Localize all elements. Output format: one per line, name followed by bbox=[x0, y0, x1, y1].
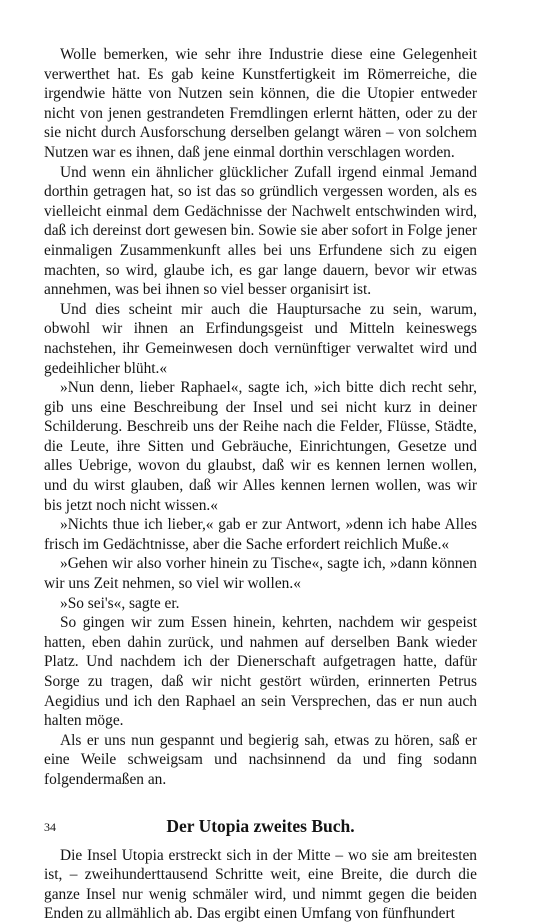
paragraph-6: »Gehen wir also vorher hinein zu Tische«, sagte ich, »dann können wir uns Zeit nehmen, so viel wir wollen.« bbox=[44, 555, 477, 593]
paragraph-8: So gingen wir zum Essen hinein, kehrten, nachdem wir gespeist hatten, eben dahin zurück, und nahmen auf derselben Bank wieder Platz. Und nachdem ich der Dienerschaft aufgetragen hatte, dafür Sorge zu tragen, daß wir nicht gestört würden, erinnerten Petrus Aegidius und ich den Raphael an sein Versprechen, das er nun auch halten möge. bbox=[44, 614, 477, 730]
paragraph-1: Wolle bemerken, wie sehr ihre Industrie diese eine Gelegenheit verwerthet hat. Es gab keine Kunstfertigkeit im Römerreiche, die irgendwie hätte von Nutzen sein können, die die Utopier entweder nicht von jenen gestrandeten Fremdlingen erlernt hätten, oder zu der sie nicht durch Ausforschung derselben gelangt wären – von solchem Nutzen war es ihnen, daß jene einmal dorthin verschlagen worden. bbox=[44, 46, 477, 161]
paragraph-5: »Nichts thue ich lieber,« gab er zur Antwort, »denn ich habe Alles frisch im Gedächtnisse, aber die Sache erfordert reichlich Muße.« bbox=[44, 516, 477, 553]
paragraph-7: »So sei's«, sagte er. bbox=[60, 594, 180, 612]
paragraph-2: Und wenn ein ähnlicher glücklicher Zufall irgend einmal Jemand dorthin getragen hat, so ist das so gründlich vergessen worden, als es vielleicht einmal dem Gedächnisse der Nachwelt entschwinden wird, daß ich dereinst dort gewesen bin. Sowie sie aber sofort in Folge jener einmaligen Zusammenkunft alles bei uns Erfundene sich zu eigen machten, so wird, glaube ich, es gar lange dauern, bevor wir etwas annehmen, was bei ihnen so viel besser organisirt ist. bbox=[44, 163, 477, 299]
paragraph-9: Als er uns nun gespannt und begierig sah, etwas zu hören, saß er eine Weile schweigsam und nachsinnend da und fing sodann folgendermaßen an. bbox=[44, 731, 477, 788]
section-heading: Der Utopia zweites Buch. bbox=[166, 815, 355, 836]
page-content bbox=[44, 45, 477, 924]
paragraph-10: Die Insel Utopia erstreckt sich in der Mitte – wo sie am breitesten ist, – zweihunderttausend Schritte weit, eine Breite, die durch die ganze Insel nur wenig schmäler wird, und nimmt gegen die beiden Enden zu allmählich ab. Das ergibt einen Umfang von fünfhundert bbox=[44, 846, 477, 923]
page-number: 34 bbox=[44, 820, 56, 834]
paragraph-4: »Nun denn, lieber Raphael«, sagte ich, »ich bitte dich recht sehr, gib uns eine Beschreibung der Insel und sei nicht kurz in deiner Schilderung. Beschreib uns der Reihe nach die Felder, Flüsse, Städte, die Leute, ihre Sitten und Gebräuche, Einrichtungen, Gesetze und alles Uebrige, wovon du glaubst, daß wir es kennen lernen wollen, und du wirst glauben, daß wir Alles kennen lernen wollen, was wir bis jetzt noch nicht wissen.« bbox=[44, 379, 477, 514]
paragraph-3: Und dies scheint mir auch die Hauptursache zu sein, warum, obwohl wir ihnen an Erfindungsgeist und Mitteln keineswegs nachstehen, ihr Gemeinwesen doch vernünftiger verwaltet wird und gedeihlicher blüht.« bbox=[44, 300, 477, 377]
